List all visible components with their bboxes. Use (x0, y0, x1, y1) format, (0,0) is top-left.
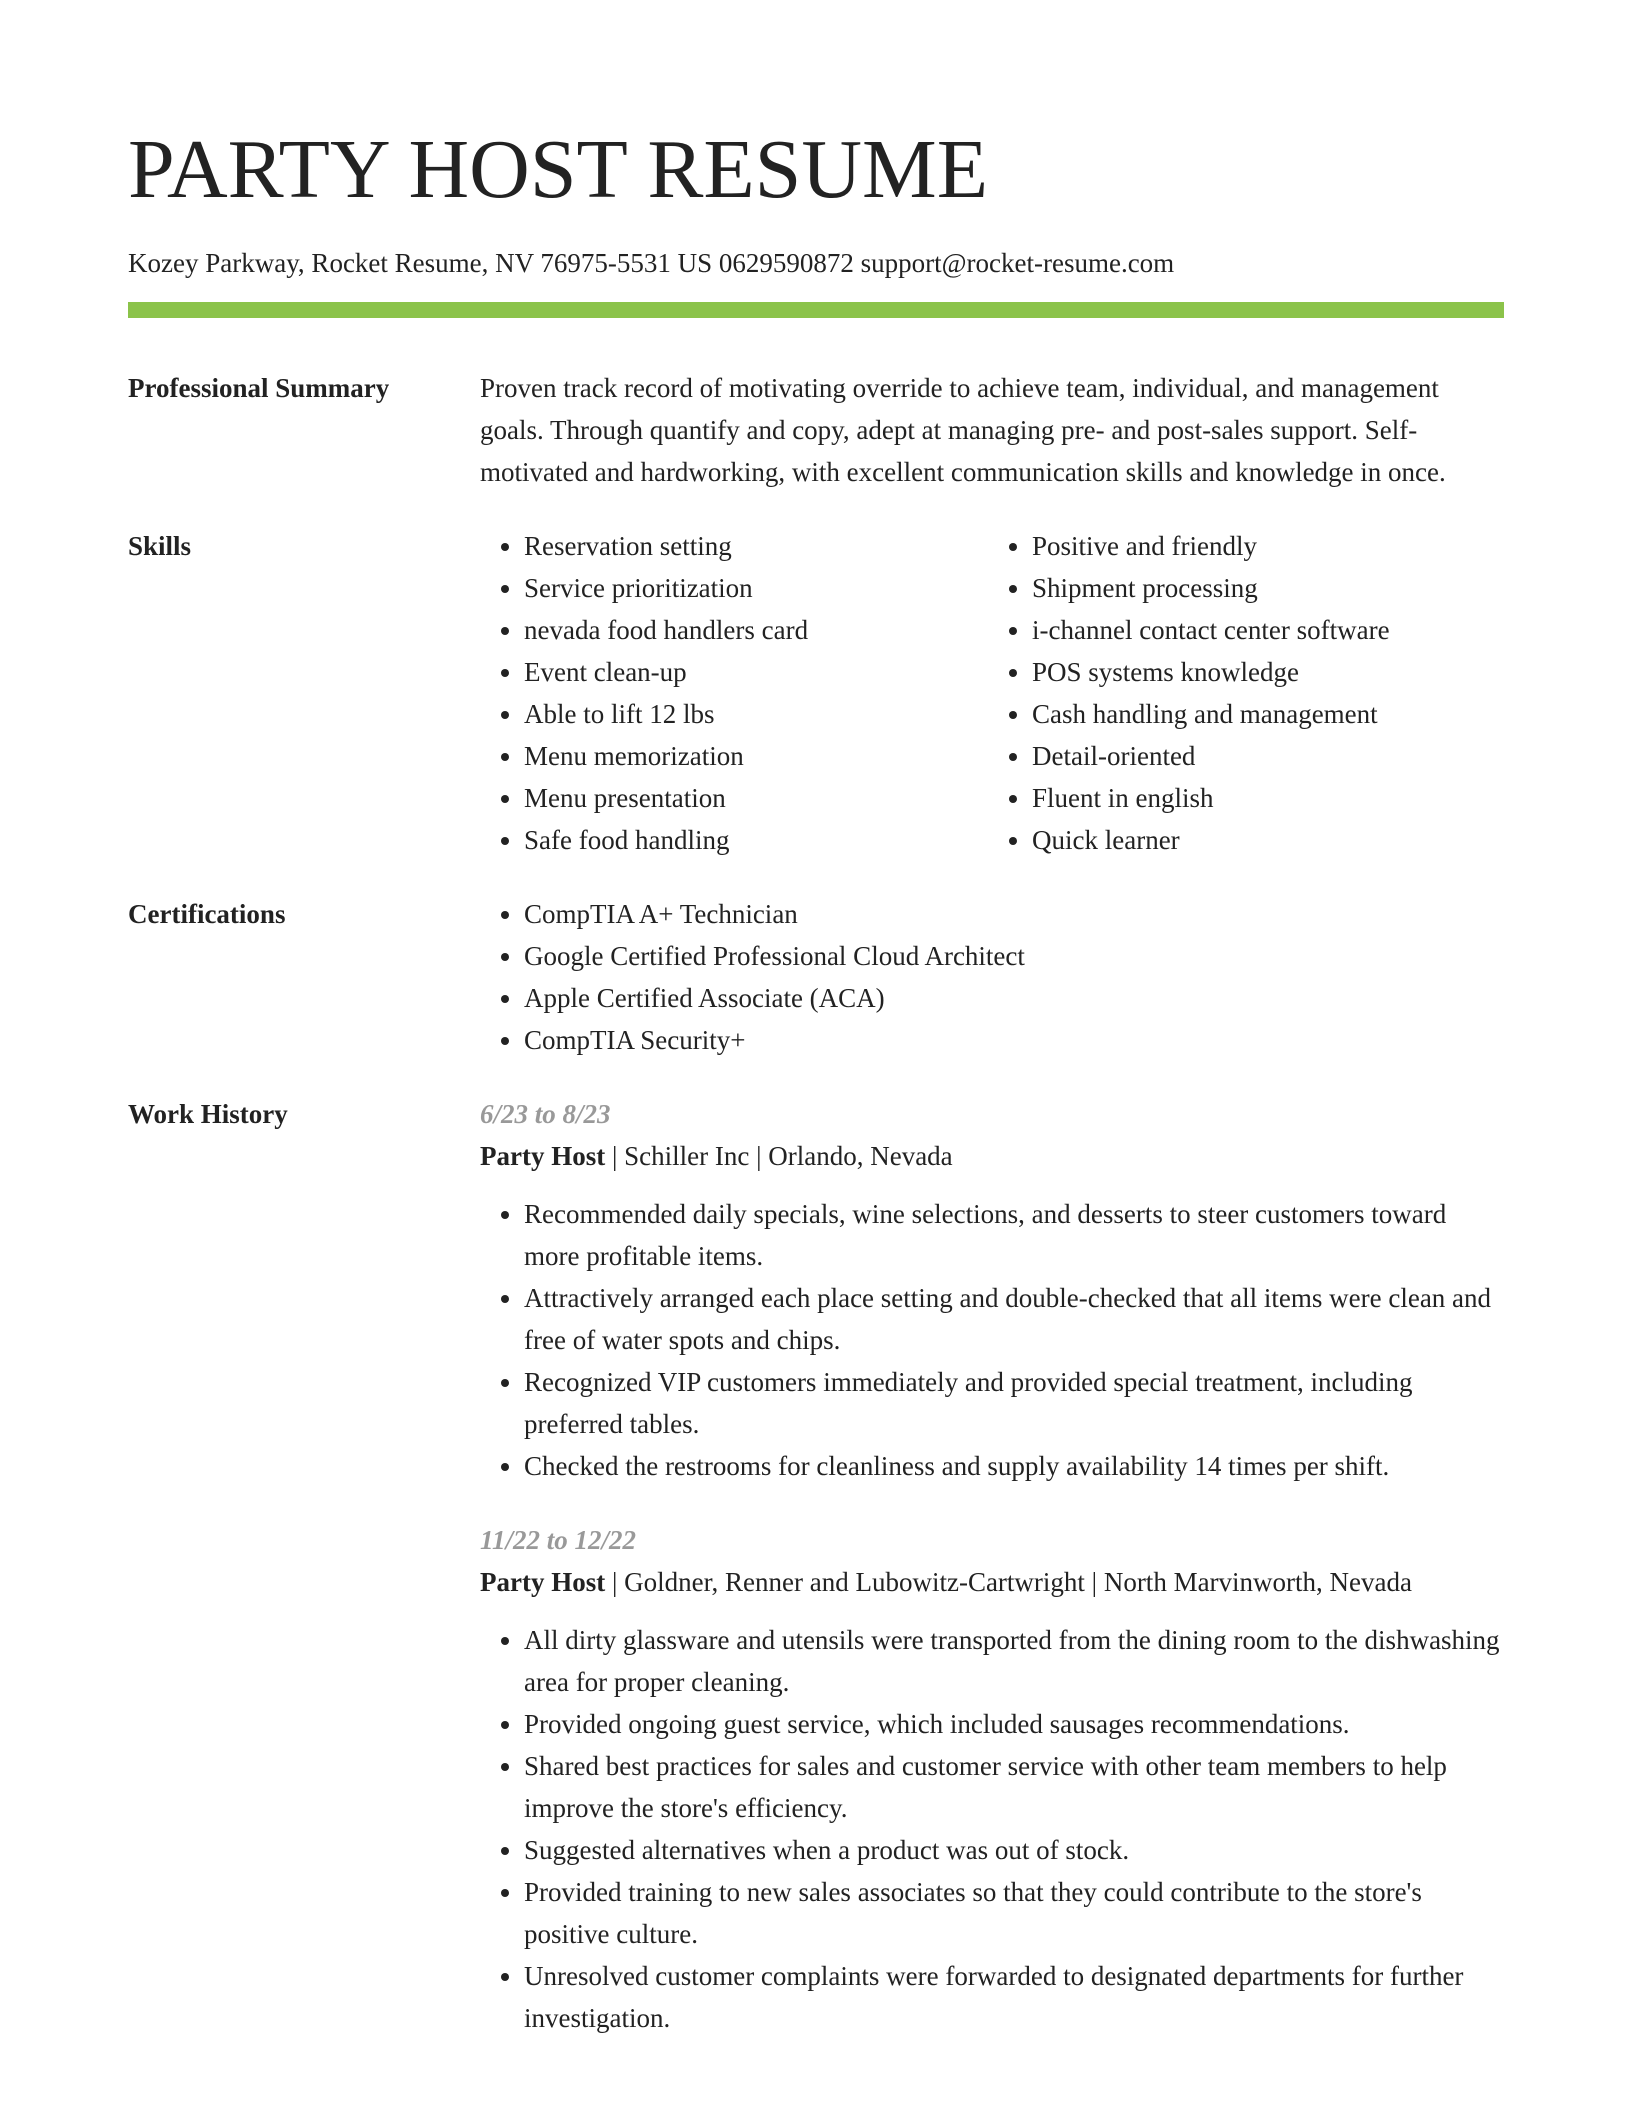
page-title: PARTY HOST RESUME (128, 123, 989, 216)
job-date: 11/22 to 12/22 (480, 1525, 637, 1555)
work-history-body (480, 1093, 1504, 2039)
certification-item: • CompTIA A+ Technician (524, 893, 1504, 935)
job-bullet: • Suggested alternatives when a product was out of stock. (524, 1829, 1504, 1871)
skill-item: • Menu presentation (524, 777, 984, 819)
skill-item: • Positive and friendly (1032, 525, 1492, 567)
skills-columns (480, 525, 1504, 861)
work-history-section (128, 1093, 1504, 2039)
section-label-summary: Professional Summary (128, 373, 390, 403)
certifications-body (480, 893, 1504, 1061)
job-heading (480, 1561, 1504, 1603)
job-date: 6/23 to 8/23 (480, 1099, 611, 1129)
skill-item: • Safe food handling (524, 819, 984, 861)
summary-section (128, 367, 1504, 493)
job-bullets (480, 1193, 1504, 1487)
skills-section (128, 525, 1504, 861)
certification-item: • CompTIA Security+ (524, 1019, 1504, 1061)
skills-list-left (480, 525, 984, 861)
job-bullet: • Checked the restrooms for cleanliness and supply availability 14 times per shift. (524, 1445, 1504, 1487)
skill-item: • Reservation setting (524, 525, 984, 567)
job-bullets (480, 1619, 1504, 2039)
skill-item: • Service prioritization (524, 567, 984, 609)
job-bullet: • All dirty glassware and utensils were transported from the dining room to the dishwashing area for proper cleaning. (524, 1619, 1504, 1703)
skills-list-right (984, 525, 1492, 861)
skill-item: • Quick learner (1032, 819, 1492, 861)
job-details: | Schiller Inc | Orlando, Nevada (605, 1141, 953, 1171)
skill-item: • Detail-oriented (1032, 735, 1492, 777)
contact-line: Kozey Parkway, Rocket Resume, NV 76975-5531 US 0629590872 support@rocket-resume.com (128, 248, 1175, 278)
header-divider (128, 302, 1504, 318)
job-bullet: • Recommended daily specials, wine selections, and desserts to steer customers toward more profitable items. (524, 1193, 1504, 1277)
section-label-skills: Skills (128, 531, 192, 561)
job-bullet: • Recognized VIP customers immediately and provided special treatment, including preferred tables. (524, 1361, 1504, 1445)
skill-item: • Event clean-up (524, 651, 984, 693)
skill-item: • Able to lift 12 lbs (524, 693, 984, 735)
certification-item: • Apple Certified Associate (ACA) (524, 977, 1504, 1019)
skill-item: • POS systems knowledge (1032, 651, 1492, 693)
job-title: Party Host (480, 1141, 606, 1171)
job-bullet: • Provided ongoing guest service, which included sausages recommendations. (524, 1703, 1504, 1745)
resume-page (128, 0, 1504, 2039)
certifications-list (480, 893, 1504, 1061)
job-heading (480, 1135, 1504, 1177)
certification-item: • Google Certified Professional Cloud Architect (524, 935, 1504, 977)
skill-item: • Menu memorization (524, 735, 984, 777)
job-bullet: • Shared best practices for sales and customer service with other team members to help improve the store's efficiency. (524, 1745, 1504, 1829)
summary-text: Proven track record of motivating override to achieve team, individual, and management goals. Through quantify and copy, adept at managing pre- and post-sales support. Self-motivated and hardworking, with excellent communication skills and knowledge in once. (480, 373, 1446, 487)
job-bullet: • Provided training to new sales associates so that they could contribute to the store's positive culture. (524, 1871, 1504, 1955)
section-label-certifications: Certifications (128, 899, 286, 929)
skill-item: • i-channel contact center software (1032, 609, 1492, 651)
job-details: | Goldner, Renner and Lubowitz-Cartwright | North Marvinworth, Nevada (605, 1567, 1412, 1597)
skill-item: • Cash handling and management (1032, 693, 1492, 735)
skill-item: • Shipment processing (1032, 567, 1492, 609)
job-bullet: • Attractively arranged each place setting and double-checked that all items were clean and free of water spots and chips. (524, 1277, 1504, 1361)
skill-item: • Fluent in english (1032, 777, 1492, 819)
skill-item: • nevada food handlers card (524, 609, 984, 651)
job-bullet: • Unresolved customer complaints were forwarded to designated departments for further investigation. (524, 1955, 1504, 2039)
job-title: Party Host (480, 1567, 606, 1597)
section-label-work-history: Work History (128, 1099, 288, 1129)
job-entry (480, 1093, 1504, 1487)
job-entry (480, 1519, 1504, 2039)
certifications-section (128, 893, 1504, 1061)
